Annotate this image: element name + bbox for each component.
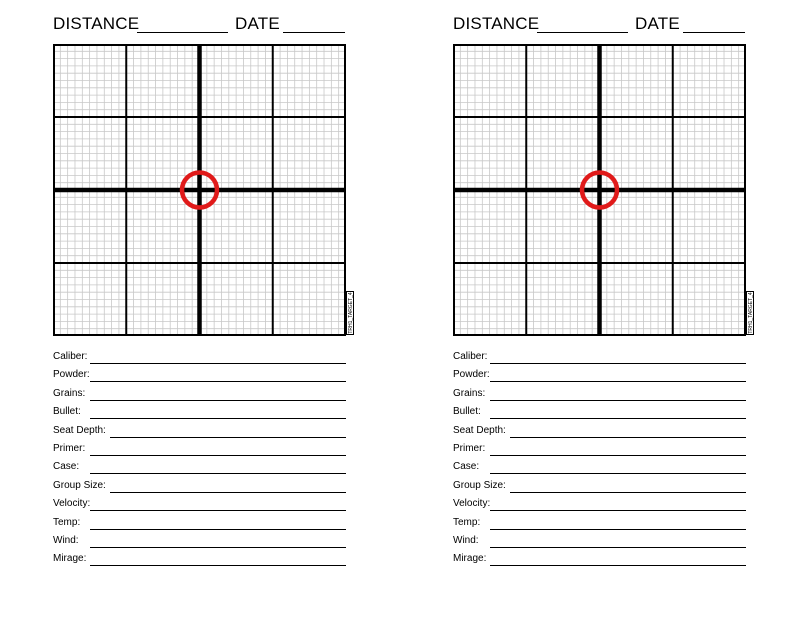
field-label: Case: [53,461,80,473]
field-write-line[interactable] [490,565,746,566]
target-id-text: TRH1_TARGET_4 [748,292,754,334]
field-label: Powder: [53,369,90,381]
field-row [52,420,352,438]
load-data-fields [52,346,352,567]
distance-label: DISTANCE [53,14,140,33]
field-row [452,475,752,493]
field-label: Seat Depth: [53,424,106,436]
date-label: DATE [635,14,680,33]
card-header [52,14,352,36]
date-label: DATE [235,14,280,33]
field-row [452,401,752,419]
field-label: Wind: [53,534,79,546]
field-row [452,548,752,566]
field-label: Caliber: [453,351,488,362]
date-field-line[interactable] [683,32,745,33]
field-label: Bullet: [453,406,481,418]
field-row [52,438,352,456]
field-label: Group Size: [453,479,506,491]
target-id-tag [746,291,754,335]
field-write-line[interactable] [90,565,346,566]
field-row [52,364,352,382]
distance-field-line[interactable] [537,32,628,33]
field-label: Grains: [453,387,486,399]
field-label: Case: [453,461,480,473]
target-id-tag [346,291,354,335]
field-row [52,456,352,474]
target-grid [453,44,746,336]
distance-label: DISTANCE [453,14,540,33]
load-data-fields [452,346,752,567]
target-card [452,0,752,618]
field-label: Velocity: [53,498,91,510]
target-card [52,0,352,618]
field-label: Temp: [453,516,481,528]
field-row [52,401,352,419]
field-label: Primer: [53,442,86,454]
field-row [452,493,752,511]
field-row [452,456,752,474]
field-row [52,530,352,548]
date-field-line[interactable] [283,32,345,33]
distance-field-line[interactable] [137,32,228,33]
field-label: Mirage: [453,553,487,565]
field-row [52,475,352,493]
target-id-text: TRH1_TARGET_4 [348,292,354,334]
field-row [452,530,752,548]
field-row [52,346,352,364]
field-label: Velocity: [453,498,491,510]
field-label: Seat Depth: [453,424,506,436]
field-label: Primer: [453,442,486,454]
field-label: Grains: [53,387,86,399]
field-row [452,438,752,456]
field-label: Wind: [453,534,479,546]
field-row [52,383,352,401]
field-row [452,420,752,438]
field-row [52,512,352,530]
field-label: Temp: [53,516,81,528]
field-label: Bullet: [53,406,81,418]
card-header [452,14,752,36]
target-area [453,44,746,336]
field-row [452,364,752,382]
field-row [452,512,752,530]
field-row [452,346,752,364]
field-row [52,548,352,566]
field-label: Mirage: [53,553,87,565]
field-label: Group Size: [53,479,106,491]
field-row [52,493,352,511]
target-area [53,44,346,336]
field-label: Powder: [453,369,490,381]
field-label: Caliber: [53,351,88,362]
field-row [452,383,752,401]
target-grid [53,44,346,336]
